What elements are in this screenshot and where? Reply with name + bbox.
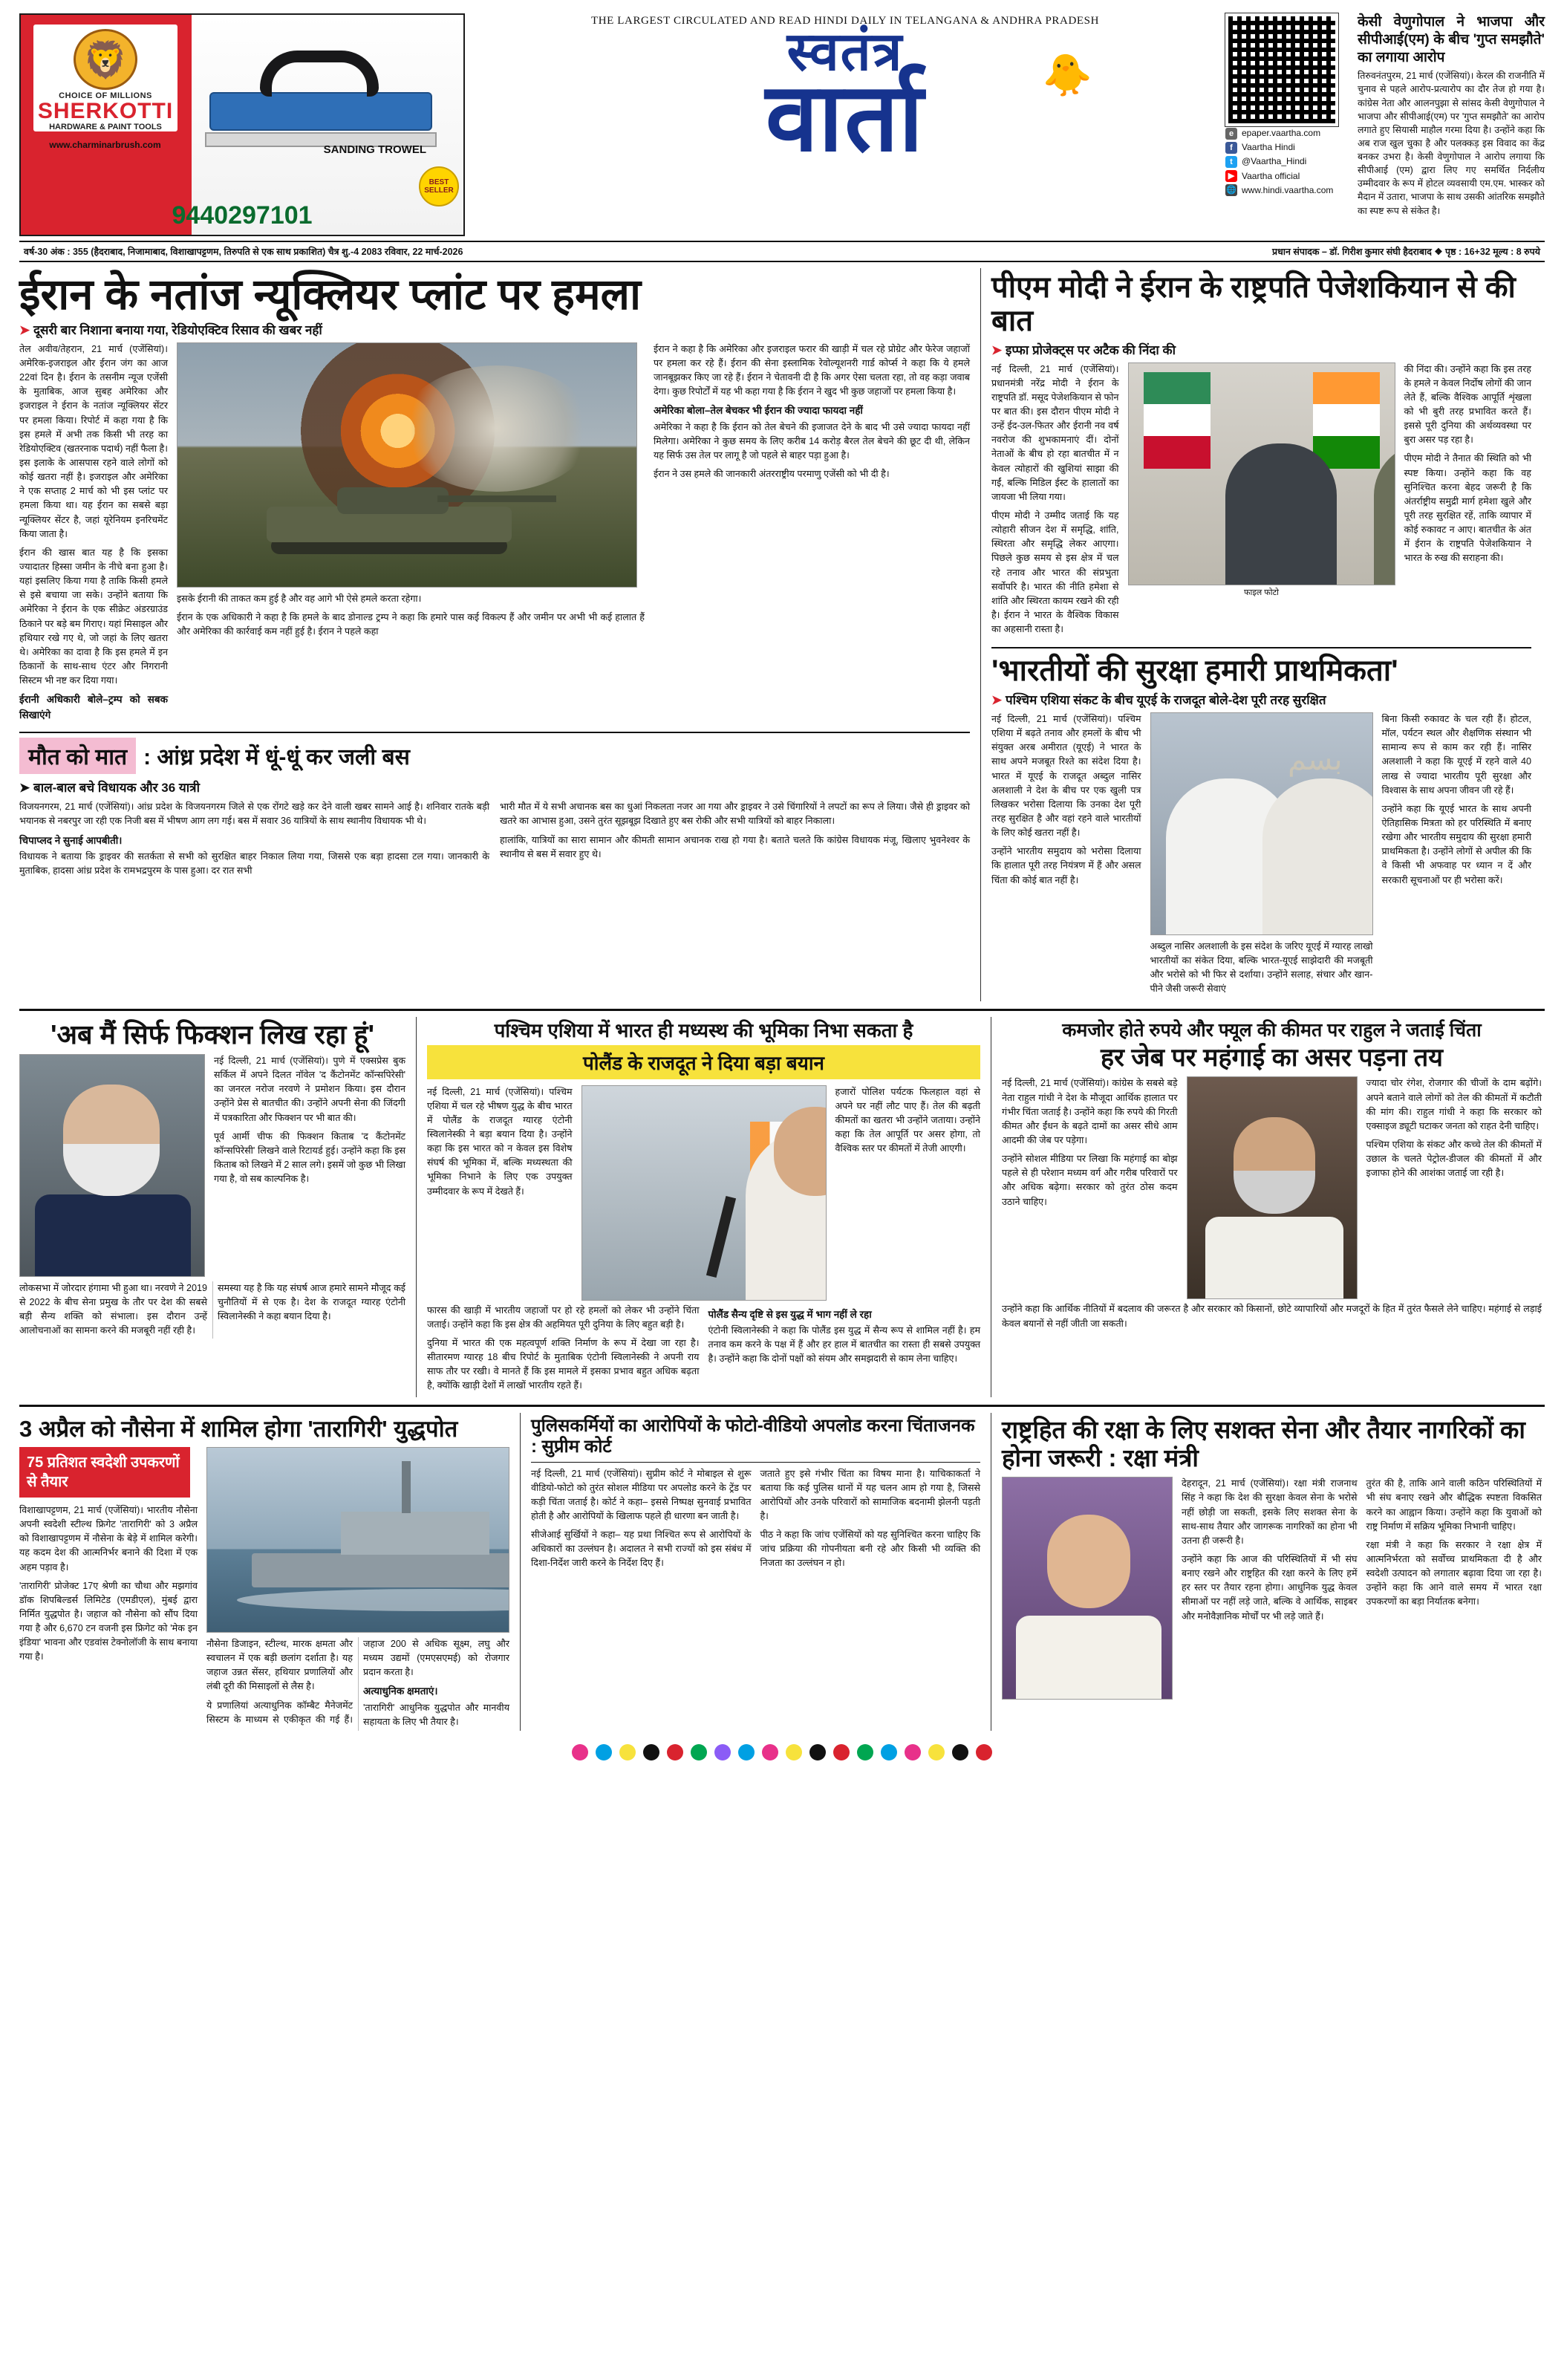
masthead bbox=[19, 13, 1545, 236]
color-dot bbox=[619, 1744, 636, 1760]
color-dot bbox=[643, 1744, 659, 1760]
ad-phone-number[interactable]: 9440297101 bbox=[172, 201, 313, 230]
navy-column-2: नौसेना डिजाइन, स्टील्थ, मारक क्षमता और स्वचालन में एक बड़ी छलांग दर्शाता है। यह जहाज उन्नत सेंसर, हथियार प्रणालियों और लंबी दूरी की मिसाइलों से लैस है। ये प्रणालियां अत्याधुनिक कॉम्बैट मैनेजमेंट सिस्टम के माध्यम से एकीकृत की गई हैं। जहाज 200 से अधिक सूक्ष्म, लघु और मध्यम उद्यमों (एमएसएमई) को रोजगार प्रदान करता है। अत्याधुनिक क्षमताएं। 'तारागिरी' आधुनिक युद्धपोत और मानवीय सहायता के लिए भी तैयार है। bbox=[206, 1639, 509, 1728]
corner-news-body: तिरुवनंतपुरम, 21 मार्च (एजेंसियां)। केरल की राजनीति में चुनाव से पहले आरोप-प्रत्यारोप का दौर तेज हो गया है। कांग्रेस नेता और आलनपुझा से सांसद केसी वेणुगोपाल ने भाजपा और सीपीआई(एम) पर 'गुप्त समझौते' का आरोप लगाते हुए सियासी माहौल गरमा दिया है। उन्होंने कहा कि अब राज खुल चुका है और पलक्कड़ इस विवाद का केंद्र बनकर उभरा है। केसी वेणुगोपाल ने आरोप लगाया कि सीपीआई (एम) द्वारा लिए गए समर्थित निर्दलीय उम्मीदवार के रूप में होटल व्यवसायी एम.एम. भास्कर को मैदान में उतारा, भाजपा के साथ उसकी आंतरिक समझौते का स्पष्ट रूप से संकेत है। bbox=[1358, 71, 1545, 216]
color-dot bbox=[786, 1744, 802, 1760]
lead-photo-column: इसके ईरानी की ताकत कम हुई है और वह आगे भी ऐसे हमले करता रहेगा। ईरान के एक अधिकारी ने कहा है कि हमले के बाद डोनाल्ड ट्रम्प ने कहा कि हमारे पास कई विकल्प हैं और जमीन पर अभी भी कई हालात हैं और अमेरिका की कार्रवाई कम नहीं हुई है। ईरान ने पहले कहा bbox=[177, 342, 645, 724]
color-dot bbox=[928, 1744, 945, 1760]
printing-color-dots bbox=[19, 1737, 1545, 1763]
modi-kicker: ➤ इप्फा प्रोजेक्ट्स पर अटैक की निंदा की bbox=[991, 342, 1176, 357]
modi-column-2: की निंदा की। उन्होंने कहा कि इस तरह के हमले न केवल निर्दोष लोगों की जान लेते हैं, बल्कि वैश्विक आपूर्ति शृंखला को भी बुरी तरह प्रभावित करते हैं। इससे पूरी दुनिया की अर्थव्यवस्था पर बुरा असर पड़ रहा है। पीएम मोदी ने तैनात की स्थिति को भी स्पष्ट किया। उन्होंने कहा कि वह सुनिश्चित करना बेहद जरूरी है कि अंतर्राष्ट्रीय समुद्री मार्ग हमेशा खुले और पूरी तरह सुरक्षित रहें, ताकि व्यापार में कोई रुकावट न आए। बातचीत के अंत में ईरान के राष्ट्रपति पेजेशकियान ने भारत के रुख की सराहना की। bbox=[1404, 363, 1531, 564]
modi-headline: पीएम मोदी ने ईरान के राष्ट्रपति पेजेशकियान से की बात bbox=[991, 271, 1516, 337]
color-dot bbox=[667, 1744, 683, 1760]
rahul-column-2: ज्यादा चोर रंगेश, रोजगार की चीजों के दाम बढ़ोंगे। अपने बताने वाले लोगों को तेल की कीमतों में कटौती की मांग की। राहुल गांधी ने कहा कि सरकार को एक्साइज ड्यूटी घटाकर जनता को राहत देनी चाहिए। पश्चिम एशिया के संकट और कच्चे तेल की कीमतों में उछाल के चलते पेट्रोल-डीजल की कीमतों में और इजाफा होने की आशंका जताई जा रही है। bbox=[1366, 1078, 1542, 1179]
uae-photo-block: بسم अब्दुल नासिर अलशाली के इस संदेश के जरिए यूएई में ग्यारह लाखो भारतीयों का संकेत दिया, बल्कि भारत-यूएई साझेदारी की मजबूती और भरोसे को भी फिर से दर्शाया। उन्होंने सलाह, संचार और खान-पीने जैसी जरूरी सेवाएं bbox=[1150, 712, 1373, 1001]
issue-details-right: प्रधान संपादक – डॉ. गिरीश कुमार संघी हैदराबाद ❖ पृष्ठ : 16+32 मूल्य : 8 रुपये bbox=[1271, 247, 1540, 257]
bird-icon: 🐥 bbox=[1038, 49, 1095, 101]
color-dot bbox=[833, 1744, 850, 1760]
explosion-photo bbox=[177, 342, 637, 588]
color-dot bbox=[691, 1744, 707, 1760]
navy-column-1: विशाखापट्टणम, 21 मार्च (एजेंसियां)। भारतीय नौसेना अपनी स्वदेशी स्टील्थ फ्रिगेट 'तारागिरी' को 3 अप्रैल को विशाखापट्टणम में नौसेना के बेड़े में शामिल करेगी। यह कदम देश की आत्मनिर्भर बनाने की दिशा में एक अहम पड़ाव है। 'तारागिरी' प्रोजेक्ट 17ए श्रेणी का चौथा और मझगांव डॉक शिपबिल्डर्स लिमिटेड (एमडीएल), मुंबई द्वारा निर्मित युद्धपोत है। जहाज को नौसेना को सौंप दिया गया है और 6,670 टन वजनी इस फ्रिगेट को 'मेक इन इंडिया' भावना और एडवांस टेक्नोलॉजी के साथ बनाया गया है। bbox=[19, 1505, 198, 1662]
rahul-top-line: कमजोर होते रुपये और फ्यूल की कीमत पर राहुल ने जताई चिंता bbox=[1062, 1019, 1482, 1041]
rahul-headline: हर जेब पर महंगाई का असर पड़ना तय bbox=[1100, 1044, 1444, 1073]
ad-product-label: SANDING TROWEL bbox=[323, 143, 426, 156]
rahul-gandhi-photo bbox=[1187, 1076, 1358, 1299]
epaper-link[interactable]: e epaper.vaartha.com bbox=[1225, 126, 1352, 140]
twitter-icon: t bbox=[1225, 156, 1237, 168]
rahul-column-3: उन्होंने कहा कि आर्थिक नीतियों में बदलाव की जरूरत है और सरकार को किसानों, छोटे व्यापारियों और मजदूरों के हित में तुरंत फैसले लेने चाहिए। महंगाई से लड़ाई केवल बयानों से नहीं जीती जा सकती। bbox=[1002, 1304, 1542, 1329]
uae-headline: 'भारतीयों की सुरक्षा हमारी प्राथमिकता' bbox=[991, 654, 1398, 688]
poland-photo-block bbox=[581, 1085, 827, 1301]
rajnath-headline: राष्ट्रहित की रक्षा के लिए सशक्त सेना और तैयार नागरिकों का होना जरूरी : रक्षा मंत्री bbox=[1002, 1416, 1525, 1472]
rahul-photo-block bbox=[1187, 1076, 1358, 1299]
corner-news-story bbox=[1358, 13, 1545, 236]
ad-brand-badge bbox=[31, 22, 180, 134]
poland-yellow-headline: पोलैंड के राजदूत ने दिया बड़ा बयान bbox=[427, 1045, 980, 1079]
poland-subhead: पोलैंड सैन्य दृष्टि से इस युद्ध में भाग नहीं ले रहा bbox=[708, 1308, 872, 1320]
police-story bbox=[520, 1413, 980, 1730]
color-dot bbox=[857, 1744, 873, 1760]
navy-headline: 3 अप्रैल को नौसेना में शामिल होगा 'तारागिरी' युद्धपोत bbox=[19, 1416, 458, 1443]
fiction-photo-block bbox=[19, 1054, 205, 1277]
rajnath-photo-block bbox=[1002, 1477, 1173, 1700]
website-link[interactable]: 🌐 www.hindi.vaartha.com bbox=[1226, 184, 1334, 195]
arrow-icon: ➤ bbox=[19, 322, 30, 337]
rajnath-singh-photo bbox=[1002, 1477, 1173, 1700]
rajnath-story bbox=[991, 1413, 1542, 1730]
modi-column-1: नई दिल्ली, 21 मार्च (एजेंसियां)। प्रधानमंत्री नरेंद्र मोदी ने ईरान के राष्ट्रपति डॉ. मसूद पेजेशकियान से फोन पर बात की। इस दौरान पीएम मोदी ने उन्हें ईद-उल-फितर और ईरानी नव वर्ष नवरोज की शुभकामनाएं दीं। दोनों नेताओं के बीच हो रहा बातचीत में न केवल त्योहारों की खुशियां साझा की गईं, बल्कि मिडिल ईस्ट के हालातों का जायजा भी लिया गया। पीएम मोदी ने उम्मीद जताई कि यह त्योहारी सीजन देश में समृद्धि, शांति, स्थिरता और समृद्धि लेकर आएगा। पिछले कुछ समय से इस क्षेत्र में चल रहे तनाव और भारत की संप्रभुता सर्वोपरि है। भारत की नीति हमेशा से शांति और स्थिरता कायम रखने की रही है। ईरान ने भारत के वैश्विक विकास का अहसानी रास्ता है। bbox=[991, 363, 1119, 635]
lead-headline: ईरान के नतांज न्यूक्लियर प्लांट पर हमला bbox=[19, 270, 641, 319]
color-dot bbox=[572, 1744, 588, 1760]
uae-kicker: ➤ पश्चिम एशिया संकट के बीच यूएई के राजदूत बोले-देश पूरी तरह सुरक्षित bbox=[991, 693, 1326, 708]
ad-brand-name: SHERKOTTI bbox=[37, 99, 174, 123]
color-dot bbox=[714, 1744, 731, 1760]
rahul-column-1: नई दिल्ली, 21 मार्च (एजेंसियां)। कांग्रेस के सबसे बड़े नेता राहुल गांधी ने देश के मौजूदा आर्थिक हालात पर गंभीर चिंता जताई है। उन्होंने कहा कि रुपये की गिरती कीमत और ईंधन के बढ़ते दामों का असर सीधे आम आदमी की जेब पर पड़ेगा। उन्होंने सोशल मीडिया पर लिखा कि महंगाई का बोझ पहले से ही परेशान मध्यम वर्ग और गरीब परिवारों पर और अधिक बढ़ेगा। सरकार को तुरंत ठोस कदम उठाने चाहिए। bbox=[1002, 1078, 1178, 1207]
masthead-logo-line1: स्वतंत्र bbox=[786, 22, 904, 82]
navy-subhead: अत्याधुनिक क्षमताएं। bbox=[363, 1685, 438, 1697]
color-dot bbox=[905, 1744, 921, 1760]
bus-subhead: चिपाप्लद ने सुनाई आपबीती। bbox=[19, 834, 123, 846]
fiction-headline: 'अब मैं सिर्फ फिक्शन लिख रहा हूं' bbox=[50, 1018, 375, 1050]
lead-subhead-1: ईरानी अधिकारी बोले–ट्रम्प को सबक सिखाएंगे bbox=[19, 694, 168, 721]
right-top-column bbox=[980, 268, 1531, 1001]
youtube-icon: ▶ bbox=[1225, 170, 1237, 182]
modi-pezeshkian-photo bbox=[1128, 362, 1395, 585]
arrow-icon: ➤ bbox=[19, 781, 30, 796]
masthead-tagline: THE LARGEST CIRCULATED AND READ HINDI DAILY IN TELANGANA & ANDHRA PRADESH bbox=[590, 15, 1100, 27]
ad-product-illustration bbox=[202, 40, 447, 156]
poland-top-line: पश्चिम एशिया में भारत ही मध्यस्थ की भूमिका निभा सकता है bbox=[494, 1018, 913, 1041]
color-dot bbox=[738, 1744, 755, 1760]
issue-details-left: वर्ष-30 अंक : 355 (हैदराबाद, निजामाबाद, विशाखापट्टणम, तिरुपति से एक साथ प्रकाशित) चैत्र शु.-4 2083 रविवार, 22 मार्च-2026 bbox=[24, 247, 463, 257]
lead-column-3: ईरान ने कहा है कि अमेरिका और इजराइल फरार की खाड़ी में चल रहे प्रोग्रेट और फेरेज जहाजों पर हमला कर रहे हैं। ईरान की सेना इस्लामिक रेवोल्यूशनरी गार्ड कोर्प्स ने कहा कि ये हमले जानबूझकर किए जा रहे हैं। ईरान ने चेतावनी दी है कि अगर ऐसा चलता रहा, तो वह कड़ा जवाब देगा। कुछ रिपोर्टों में यह भी कहा गया है कि ईरान ने खुद भी कुछ जहाजों पर हमला किया है। अमेरिका बोला–तेल बेचकर भी ईरान की ज्यादा फायदा नहीं अमेरिका ने कहा है कि ईरान को तेल बेचने की इजाजत देने के बाद भी उसे ज्यादा फायदा नहीं मिलेगा। अमेरिका ने कुछ समय के लिए करीब 14 करोड़ बैरल तेल बेचने की छूट दी थी, लेकिन यह सिर्फ उस तेल पर लागू है जो पहले से बाहर पड़ा हुआ है। ईरान ने उस हमले की जानकारी अंतरराष्ट्रीय परमाणु एजेंसी को भी दी है। bbox=[654, 343, 970, 480]
issue-info-strip bbox=[19, 241, 1545, 262]
bus-column-1: विजयनगरम, 21 मार्च (एजेंसियां)। आंध्र प्रदेश के विजयनगरम जिले से एक रोंगटे खड़े कर देने वाली खबर सामने आई है। शनिवार रातके बड़ी भयानक से नबरपुर जा रही एक निजी बस में भीषण आग लग गई। बस में सवार 36 यात्रियों के साथ स्थानीय विधायक भी थे। चिपाप्लद ने सुनाई आपबीती। विधायक ने बताया कि ड्राइवर की सतर्कता से सभी को सुरक्षित बाहर निकाल लिया गया, जिससे एक बड़ा हादसा टल गया। जानकारी के मुताबिक, हादसा आंध्र प्रदेश के रामभद्रपुरम के पास हुआ। दर रात सभी bbox=[19, 802, 489, 877]
color-dot bbox=[809, 1744, 826, 1760]
modi-photo-block bbox=[1128, 362, 1395, 642]
color-dot bbox=[881, 1744, 897, 1760]
police-column-2: जताते हुए इसे गंभीर चिंता का विषय माना है। याचिकाकर्ता ने बताया कि कई पुलिस थानों में यह चलन आम हो गया है, जिससे आरोपियों और उनके परिवारों को सामाजिक बदनामी झेलनी पड़ती है। पीठ ने कहा कि जांच एजेंसियों को यह सुनिश्चित करना चाहिए कि जांच प्रक्रिया की गोपनीयता बनी रहे और किसी भी व्यक्ति की निजता का उल्लंघन न हो। bbox=[760, 1468, 980, 1569]
bus-headline-rest: : आंध्र प्रदेश में धूं-धूं कर जली बस bbox=[143, 745, 410, 770]
bus-kicker: ➤ बाल-बाल बचे विधायक और 36 यात्री bbox=[19, 781, 200, 796]
poland-column-3: हजारों पोलिश पर्यटक फिलहाल वहां से अपने घर नहीं लौट पाए हैं। तेल की बढ़ती कीमतों का खतरा भी उन्होंने जताया। उन्होंने कहा कि तेल आपूर्ति पर असर होगा, तो वैश्विक स्तर पर कीमतों में तेजी आएगी। bbox=[835, 1086, 980, 1154]
navy-photo-block bbox=[206, 1447, 509, 1731]
masthead-digital-block bbox=[1225, 13, 1545, 236]
bus-headline-highlight: मौत को मात bbox=[19, 738, 136, 774]
color-dot bbox=[762, 1744, 778, 1760]
arrow-icon: ➤ bbox=[991, 342, 1003, 357]
modi-photo-caption: फाइल फोटो bbox=[1244, 588, 1279, 597]
globe-icon: 🌐 bbox=[1226, 186, 1236, 195]
lead-subhead-2: अमेरिका बोला–तेल बेचकर भी ईरान की ज्यादा फायदा नहीं bbox=[654, 405, 863, 417]
bus-fire-story bbox=[19, 732, 970, 882]
bus-column-2: भारी मौत में ये सभी अचानक बस का धुआं निकलता नजर आ गया और ड्राइवर ने उसे चिंगारियों ने लपटों का रूप ले लिया। जैसे ही ड्राइवर को खतरे का आभास हुआ, उसने तुरंत सूझबूझ दिखाते हुए बस रोकी और सभी यात्रियों को बाहर निकाला। हालांकि, यात्रियों का सारा सामान और कीमती सामान अचानक राख हो गया है। बताते चलते कि कांग्रेस विधायक मंजू, खिलाए भुवनेश्वर के स्थानीय से बस में सवार हुए थे। bbox=[500, 802, 970, 859]
poland-ambassador-photo bbox=[581, 1085, 827, 1301]
twitter-link[interactable]: t @Vaartha_Hindi bbox=[1225, 155, 1352, 169]
rahul-story bbox=[991, 1017, 1542, 1398]
police-column-1: नई दिल्ली, 21 मार्च (एजेंसियां)। सुप्रीम कोर्ट ने मोबाइल से शुरू वीडियो-फोटो को तुरंत सोशल मीडिया पर अपलोड करने के ट्रेंड पर कड़ी चिंता जताई है। कोर्ट ने कहा– इससे निष्पक्ष सुनवाई प्रभावित होती है और आरोपियों के खिलाफ पहले ही धारणा बन जाती है। सीजेआई सुर्खियों ने कहा– यह प्रथा निश्चित रूप से आरोपियों के अधिकारों का उल्लंघन है। अदालत ने सभी राज्यों को इस संबंध में दिशा-निर्देश जारी करने के निर्देश दिए हैं। bbox=[531, 1468, 752, 1569]
uae-column-1: नई दिल्ली, 21 मार्च (एजेंसियां)। पश्चिम एशिया में बढ़ते तनाव और हमलों के बीच भी संयुक्त अरब अमीरात (यूएई) ने भारत के साथ अपने मजबूत रिश्ते का संदेश दिया है। भारत में यूएई के राजदूत अब्दुल नासिर अलशाली ने देश के बीच पर एक खुली पत्र लिखकर भरोसा दिलाया कि उनका देश पूरी तरह सुरक्षित है और वहां रहने वाले भारतीयों के लिए कोई खतरा नहीं है। उन्होंने भारतीय समुदाय को भरोसा दिलाया कि हालात पूरी तरह नियंत्रण में हैं और असल चिंता की कोई बात नहीं है। bbox=[991, 714, 1141, 885]
tank-illustration bbox=[267, 493, 512, 559]
color-dot bbox=[596, 1744, 612, 1760]
lead-kicker: ➤ दूसरी बार निशाना बनाया गया, रेडियोएक्टिव रिसाव की खबर नहीं bbox=[19, 322, 322, 337]
fiction-column-1: नई दिल्ली, 21 मार्च (एजेंसियां)। पुणे में एक्सप्रेस बुक सर्किल में अपने दिलत नॉवेल 'द कैंटोनमेंट कॉन्सपिरेसी' का जनरल नरोज नरवणे ने प्रमोशन किया। इस दौरान उन्होंने प्रेस से बातचीत की। उन्होंने अपनी सेना की जिंदगी में पत्रकारिता और फिक्शन पर भी बात की। पूर्व आर्मी चीफ की फिक्शन किताब 'द कैंटोनमेंट कॉन्सपिरेसी' लिखने वाले रिटायर्ड हुई। उन्होंने कहा कि इस किताब को लिखने में 2 साल लगे। इसमें जो कुछ भी लिखा गया है, वो सब काल्पनिक है। bbox=[214, 1055, 405, 1185]
best-seller-badge: BEST SELLER bbox=[419, 166, 459, 207]
warship-photo bbox=[206, 1447, 509, 1633]
arabic-script-decor: بسم bbox=[1288, 744, 1343, 777]
india-flag-icon bbox=[1313, 372, 1380, 469]
ad-choice-text: CHOICE OF MILLIONS bbox=[59, 91, 152, 100]
poland-column-3b: पोलैंड सैन्य दृष्टि से इस युद्ध में भाग नहीं ले रहा एंटोनी स्विलानेस्की ने कहा कि पोलैंड इस युद्ध में सैन्य रूप से शामिल नहीं है। हम तनाव कम करने के पक्ष में हैं और हर हाल में बातचीत का रास्ता ही सबसे उपयुक्त है। उन्होंने कहा कि दोनों पक्षों को संयम और समझदारी से काम लेना चाहिए। bbox=[708, 1308, 980, 1365]
bottom-section bbox=[19, 1405, 1545, 1730]
uae-column-3: बिना किसी रुकावट के चल रही हैं। होटल, मॉल, पर्यटन स्थल और शैक्षणिक संस्थान भी सामान्य रूप से काम कर रही हैं। नासिर अलशाली ने कहा कि यूएई में रहने वाले 40 लाख से ज्यादा भारतीय पूरी सुरक्षा और विश्वास के साथ अपना जीवन जी रहे हैं। उन्होंने कहा कि यूएई भारत के साथ अपनी ऐतिहासिक मित्रता को हर परिस्थिति में बनाए रखेगा और भारतीय समुदाय की सुरक्षा हमारी प्राथमिकता है। उन्होंने लोगों से अपील की कि वे किसी भी अफवाह पर ध्यान न दें और सरकारी सूचनाओं पर ही भरोसा करें। bbox=[1381, 714, 1531, 885]
fiction-column-2: लोकसभा में जोरदार हंगामा भी हुआ था। नरवणे ने 2019 से 2022 के बीच सेना प्रमुख के तौर पर देश की सबसे बड़ी सैन्य शक्ति को संभाला। इस दौरान उन्हें आलोचनाओं का सामना करने की मजबूरी नहीं रही है। समस्या यह है कि यह संघर्ष आज हमारे सामने मौजूद कई चुनौतियों में से एक है। देश के राजदूत ग्यारह एंटोनी स्विलानेस्की ने कहा बयान दिया है। bbox=[19, 1282, 405, 1336]
color-dot bbox=[976, 1744, 992, 1760]
ad-website-url[interactable]: www.charminarbrush.com bbox=[49, 140, 161, 150]
epaper-icon: e bbox=[1225, 128, 1237, 140]
youtube-link[interactable]: ▶ Vaartha official bbox=[1225, 169, 1352, 183]
ad-brand-sub: HARDWARE & PAINT TOOLS bbox=[49, 123, 162, 131]
qr-code-icon[interactable] bbox=[1225, 13, 1338, 126]
general-naravane-photo bbox=[19, 1054, 205, 1277]
top-section bbox=[19, 268, 1545, 1001]
color-dot bbox=[952, 1744, 968, 1760]
navy-badge: 75 प्रतिशत स्वदेशी उपकरणों से तैयार bbox=[19, 1447, 190, 1498]
facebook-icon: f bbox=[1225, 142, 1237, 154]
lead-story bbox=[19, 268, 970, 1001]
social-links bbox=[1225, 126, 1352, 198]
navy-story bbox=[19, 1413, 509, 1730]
lion-logo-icon: 🦁 bbox=[74, 29, 137, 90]
uae-ambassador-photo bbox=[1150, 712, 1373, 935]
facebook-link[interactable]: f Vaartha Hindi bbox=[1225, 140, 1352, 155]
middle-section bbox=[19, 1009, 1545, 1398]
corner-news-headline: केसी वेणुगोपाल ने भाजपा और सीपीआई(एम) के बीच 'गुप्त समझौते' का लगाया आरोप bbox=[1358, 14, 1545, 65]
rajnath-column-1: देहरादून, 21 मार्च (एजेंसियां)। रक्षा मंत्री राजनाथ सिंह ने कहा कि देश की सुरक्षा केवल सेना के भरोसे नहीं छोड़ी जा सकती, इसके लिए सशक्त सेना के साथ-साथ तैयार और जागरूक नागरिकों का होना भी उतना ही जरूरी है। उन्होंने कहा कि आज की परिस्थितियों में भी संघ बनाए रखने और राष्ट्रहित की रक्षा करने के लिए हमें हर स्तर पर तैयार रहना होगा। आधुनिक युद्ध केवल सीमाओं पर नहीं लड़े जाते, बल्कि वे आर्थिक, साइबर और मनोवैज्ञानिक मोर्चों पर भी लड़े जाते हैं। bbox=[1182, 1478, 1358, 1622]
navy-badge-block bbox=[19, 1447, 198, 1731]
rajnath-column-2: तुरंत की है, ताकि आने वाली कठिन परिस्थितियों में भी संघ बनाए रखने और बौद्धिक स्पष्टता विकसित करने का आह्वान किया। उन्होंने कहा कि युवाओं को राष्ट्र निर्माण में सक्रिय भूमिका निभानी चाहिए। रक्षा मंत्री ने कहा कि सरकार ने रक्षा क्षेत्र में आत्मनिर्भरता को सर्वोच्च प्राथमिकता दी है और स्वदेशी उत्पादन को लगातार बढ़ावा दिया जा रहा है। उन्होंने कहा कि आने वाले समय में भारत रक्षा उपकरणों का बड़ा निर्यातक बनेगा। bbox=[1366, 1478, 1542, 1607]
poland-story bbox=[416, 1017, 980, 1398]
arrow-icon: ➤ bbox=[991, 693, 1003, 708]
fiction-story bbox=[19, 1017, 405, 1398]
lead-column-1: तेल अवीव/तेहरान, 21 मार्च (एजेंसियां)। अमेरिक-इजराइल और ईरान जंग का आज 22वां दिन है। ईरान के तसनीम न्यूज एजेंसी के मुताबिक, आज सुबह अमेरिका और इजराइल ने ईरान के नतांज न्यूक्लियर सेंटर पर हमला किया। रिपोर्ट में कहा गया है कि इस हमले में अभी तक किसी भी तरह का रेडियोएक्टिव (खतरनाक पदार्थ) नहीं फैला है। इस इलाके के आसपास रहने वाले लोगों को कोई खतरा नहीं है। इजराइल और अमेरिका ने एक सप्ताह 2 मार्च को भी इस प्लांट पर हमला किया था। यह ईरान का सबसे बड़ा न्यूक्लियर सेंटर है, जहां यूरेनियम इनरिचमेंट किया जाता है। ईरान की खास बात यह है कि इसका ज्यादातर हिस्सा जमीन के नीचे बना हुआ है। यहां इसलिए किया गया है ताकि किसी हमले से इसे बचाया जा सके। उन्होंने बताया कि अमेरिका ने ईरान के एक सीक्रेट अंडरग्राउंड ठिकाने पर बड़े बम गिराए। यहां मिसाइल और हथियार रखे गए थे, जो जहां के लिए खतरा थे। अमेरिका का दावा है कि इस हमले में इन ठिकानों के साथ-साथ एंटर और निगरानी सिस्टम भी नष्ट कर दिया गया। ईरानी अधिकारी बोले–ट्रम्प को सबक सिखाएंगे bbox=[19, 342, 168, 724]
masthead-logo-line2: वार्ता bbox=[765, 65, 925, 172]
advertisement-sherkotti[interactable] bbox=[19, 13, 465, 236]
masthead-title-block bbox=[472, 13, 1218, 172]
poland-column-2: फारस की खाड़ी में भारतीय जहाजों पर हो रहे हमलों को लेकर भी उन्होंने चिंता जताई। उन्होंने कहा कि इस क्षेत्र की अहमियत पूरी दुनिया के लिए बहुत बड़ी है। दुनिया में भारत की एक महत्वपूर्ण शक्ति निर्माण के रूप में देखा जा रहा है। सीतारमण ग्यारह 18 बीच रिपोर्ट के मुताबिक एंटोनी स्विलानेस्की ने अपनी राय साफ तौर पर रखी। वे मानते हैं कि इस मामले में इसका प्रभाव बहुत अधिक बढ़ता है, क्योंकि खाड़ी देशों में लाखों भारतीय रहते हैं। bbox=[427, 1304, 700, 1391]
poland-column-1: नई दिल्ली, 21 मार्च (एजेंसियां)। पश्चिम एशिया में चल रहे भीषण युद्ध के बीच भारत में पोलैंड के राजदूत ग्यारह एंटोनी स्विलानेस्की ने बड़ा बयान दिया है। उन्होंने कहा कि इस भारत को न केवल इस विशेष संघर्ष की भूमिका में, बल्कि मध्यस्थता की भूमिका निभाने के लिए एक उपयुक्त उम्मीदवार के रूप में देखते हैं। bbox=[427, 1086, 573, 1197]
police-headline: पुलिसकर्मियों का आरोपियों के फोटो-वीडियो अपलोड करना चिंताजनक : सुप्रीम कोर्ट bbox=[531, 1416, 975, 1457]
iran-flag-icon bbox=[1144, 372, 1211, 469]
